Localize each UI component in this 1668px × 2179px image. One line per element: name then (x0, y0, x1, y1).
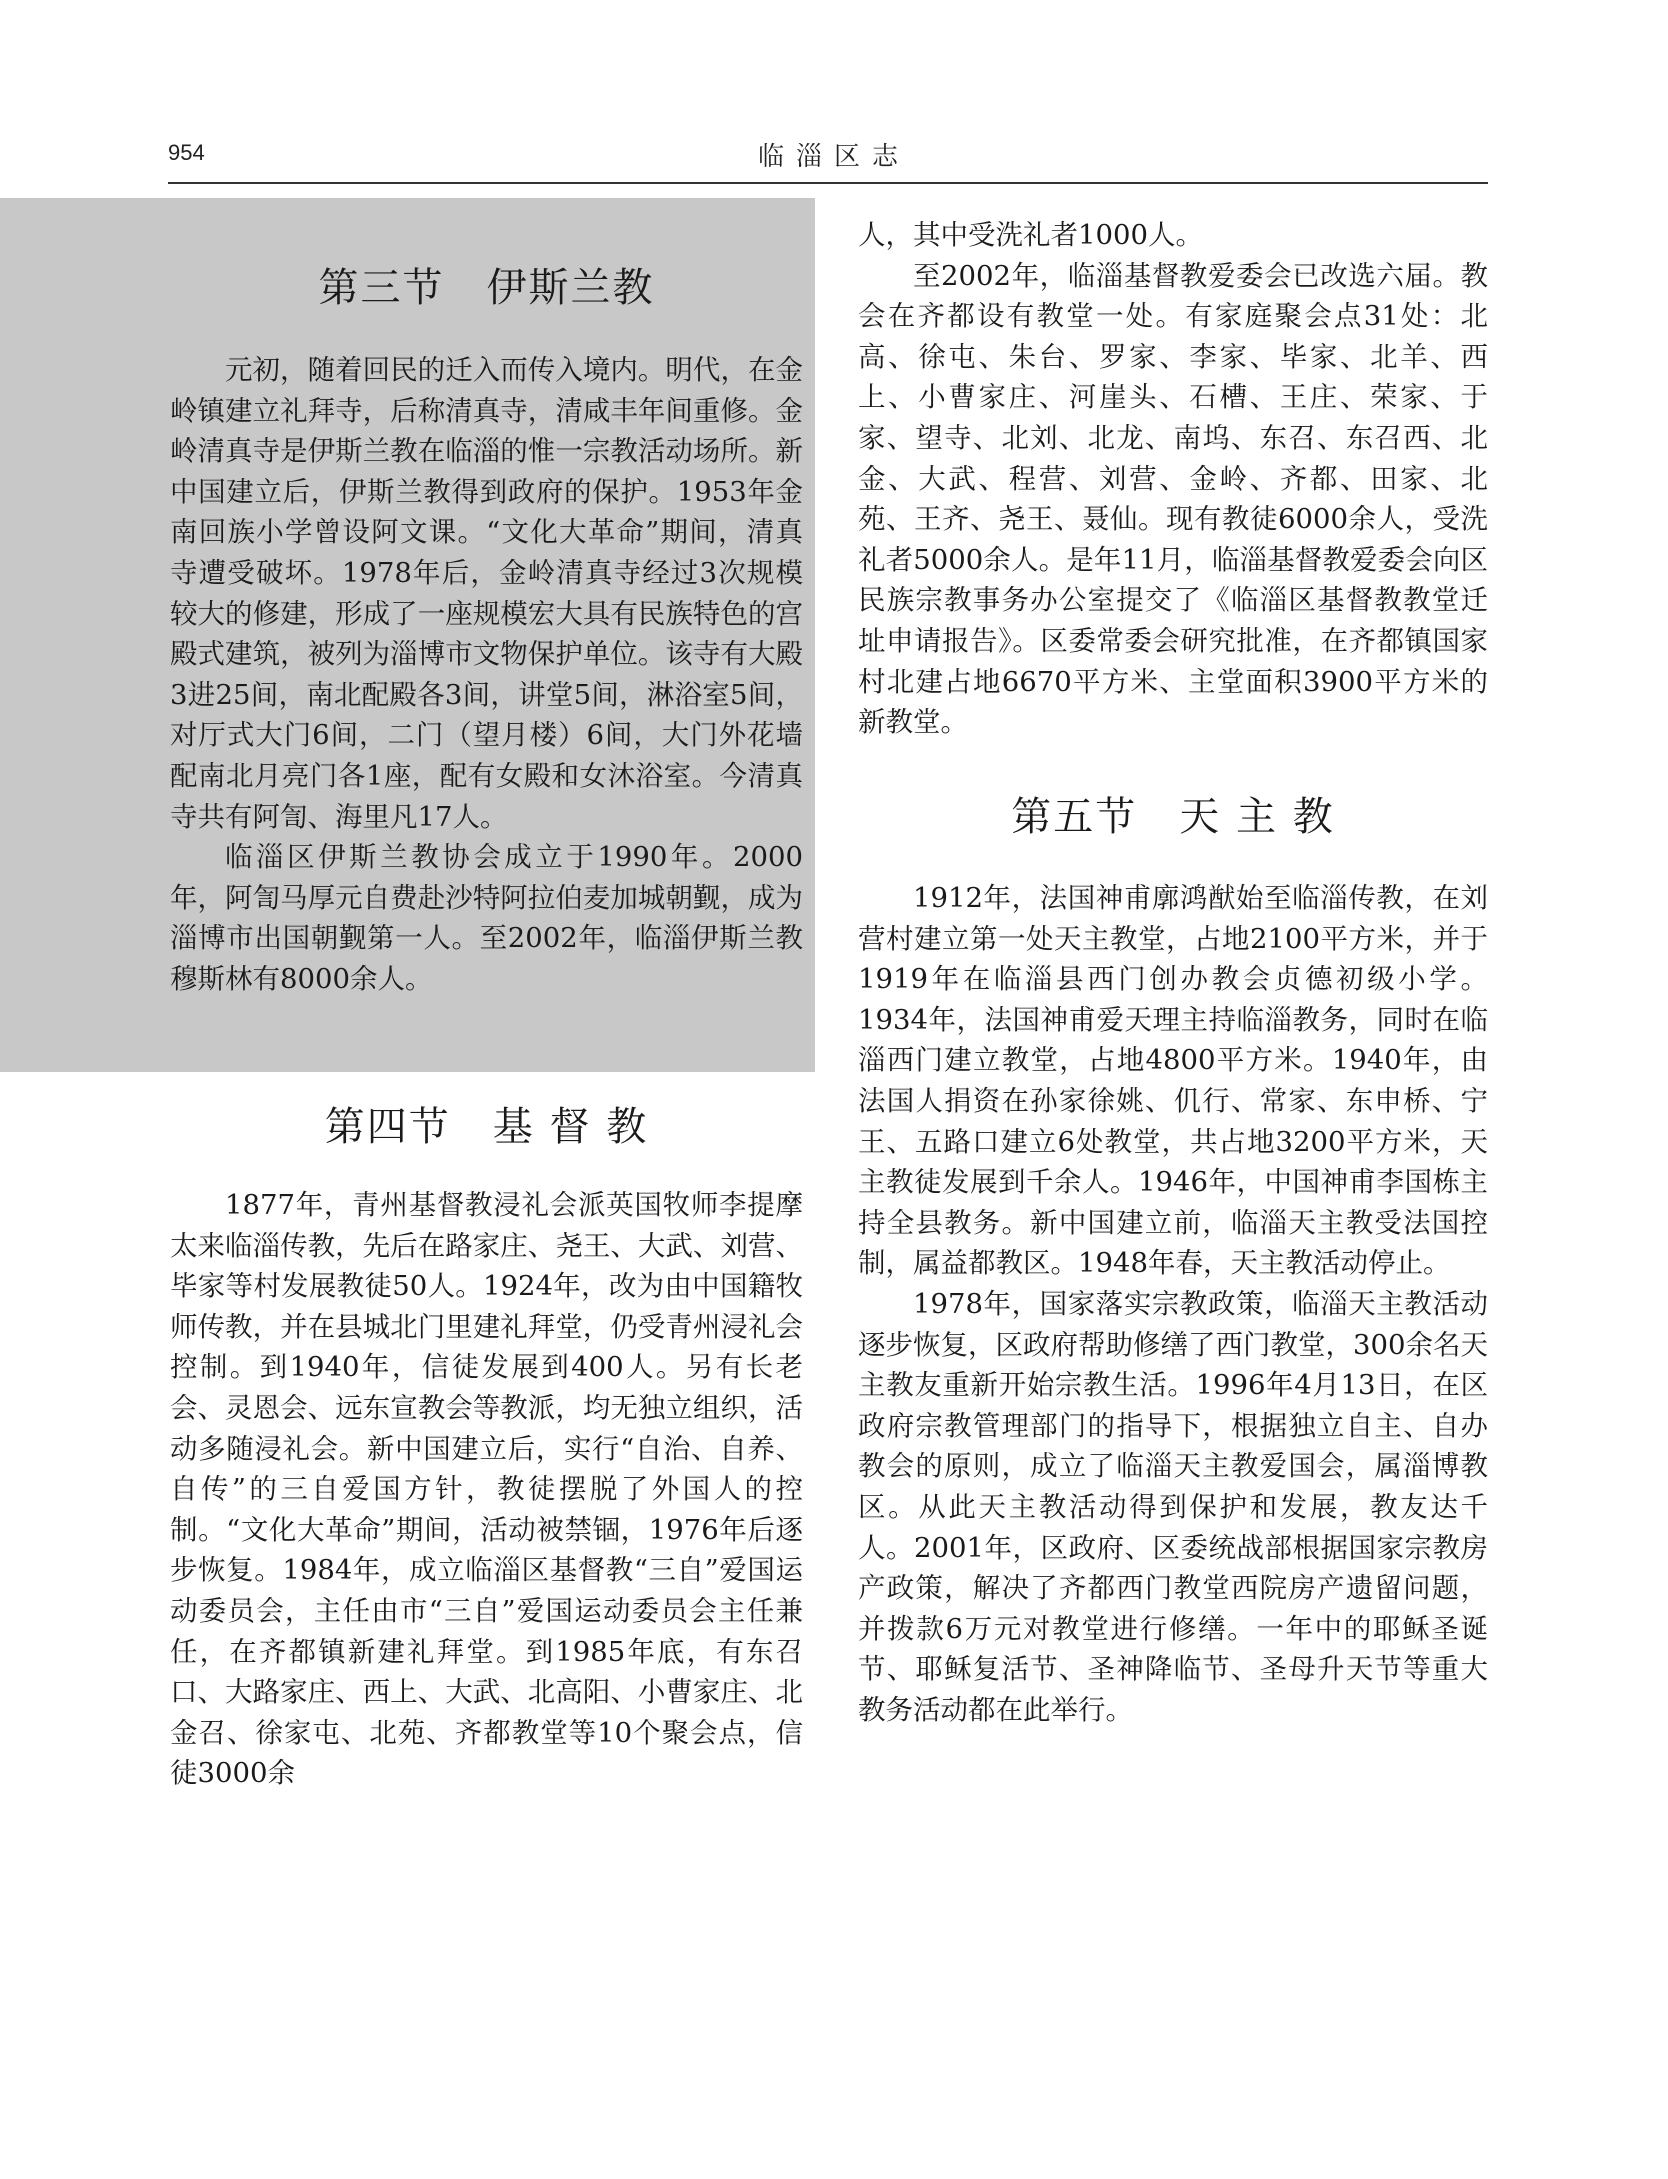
section3-heading: 第三节 伊斯兰教 (318, 265, 655, 311)
section4-heading: 第四节 基 督 教 (324, 1104, 649, 1150)
section5-heading: 第五节 天 主 教 (1011, 794, 1335, 840)
right-column-body (858, 215, 1488, 743)
section4-paragraph-2: 至2002年，临淄基督教爱委会已改选六届。教会在齐都设有教堂一处。有家庭聚会点31处：北高、徐屯、朱台、罗家、李家、毕家、北羊、西上、小曹家庄、河崖头、石槽、王庄、荣家、于家、望寺、北刘、北龙、南坞、东召、东召西、北金、大武、程营、刘营、金岭、齐都、田家、北苑、王齐、尧王、聂仙。现有教徒6000余人，受洗礼者5000余人。是年11月，临淄基督教爱委会向区民族宗教事务办公室提交了《临淄区基督教教堂迁址申请报告》。区委常委会研究批准，在齐都镇国家村北建占地6670平方米、主堂面积3900平方米的新教堂。 (858, 259, 1488, 739)
section5-paragraph-1: 1912年，法国神甫廓鸿猷始至临淄传教，在刘营村建立第一处天主教堂，占地2100平方米，并于1919年在临淄县西门创办教会贞德初级小学。1934年，法国神甫爱天理主持临淄教务，同时在临淄西门建立教堂，占地4800平方米。1940年，由法国人捐资在孙家徐姚、仉行、常家、东申桥、宁王、五路口建立6处教堂，共占地3200平方米，天主教徒发展到千余人。1946年，中国神甫李国栋主持全县教务。新中国建立前，临淄天主教受法国控制，属益都教区。1948年春，天主教活动停止。 (858, 882, 1488, 1280)
section4-continuation: 人，其中受洗礼者1000人。 (858, 219, 1203, 251)
section5-paragraph-2: 1978年，国家落实宗教政策，临淄天主教活动逐步恢复，区政府帮助修缮了西门教堂，300余名天主教友重新开始宗教生活。1996年4月13日，在区政府宗教管理部门的指导下，根据独立自主、自办教会的原则，成立了临淄天主教爱国会，属淄博教区。从此天主教活动得到保护和发展，教友达千人。2001年，区政府、区委统战部根据国家宗教房产政策，解决了齐都西门教堂西院房产遗留问题，并拨款6万元对教堂进行修缮。一年中的耶稣圣诞节、耶稣复活节、圣神降临节、圣母升天节等重大教务活动都在此举行。 (858, 1287, 1488, 1726)
section5-body (858, 878, 1488, 1730)
section4-body (170, 1185, 803, 1794)
section4-paragraph-1: 1877年，青州基督教浸礼会派英国牧师李提摩太来临淄传教，先后在路家庄、尧王、大武、刘营、毕家等村发展教徒50人。1924年，改为由中国籍牧师传教，并在县城北门里建礼拜堂，仍受青州浸礼会控制。到1940年，信徒发展到400人。另有长老会、灵恩会、远东宣教会等教派，均无独立组织，活动多随浸礼会。新中国建立后，实行“自治、自养、自传”的三自爱国方针，教徒摆脱了外国人的控制。“文化大革命”期间，活动被禁锢，1976年后逐步恢复。1984年，成立临淄区基督教“三自”爱国运动委员会，主任由市“三自”爱国运动委员会主任兼任，在齐都镇新建礼拜堂。到1985年底，有东召口、大路家庄、西上、大武、北高阳、小曹家庄、北金召、徐家屯、北苑、齐都教堂等10个聚会点，信徒3000余 (170, 1189, 803, 1790)
section3-paragraph-1: 元初，随着回民的迁入而传入境内。明代，在金岭镇建立礼拜寺，后称清真寺，清咸丰年间重修。金岭清真寺是伊斯兰教在临淄的惟一宗教活动场所。新中国建立后，伊斯兰教得到政府的保护。1953年金南回族小学曾设阿文课。“文化大革命”期间，清真寺遭受破坏。1978年后，金岭清真寺经过3次规模较大的修建，形成了一座规模宏大具有民族特色的宫殿式建筑，被列为淄博市文物保护单位。该寺有大殿3进25间，南北配殿各3间，讲堂5间，淋浴室5间，对厅式大门6间，二门（望月楼）6间，大门外花墙配南北月亮门各1座，配有女殿和女沐浴室。今清真寺共有阿訇、海里凡17人。 (170, 354, 803, 833)
running-title: 临淄区志 (757, 142, 910, 172)
section3-paragraph-2: 临淄区伊斯兰教协会成立于1990年。2000年，阿訇马厚元自费赴沙特阿拉伯麦加城朝觐，成为淄博市出国朝觐第一人。至2002年，临淄伊斯兰教穆斯林有8000余人。 (170, 841, 803, 995)
header-rule (168, 182, 1488, 184)
page-number: 954 (168, 140, 205, 165)
section3-body (170, 350, 803, 1000)
